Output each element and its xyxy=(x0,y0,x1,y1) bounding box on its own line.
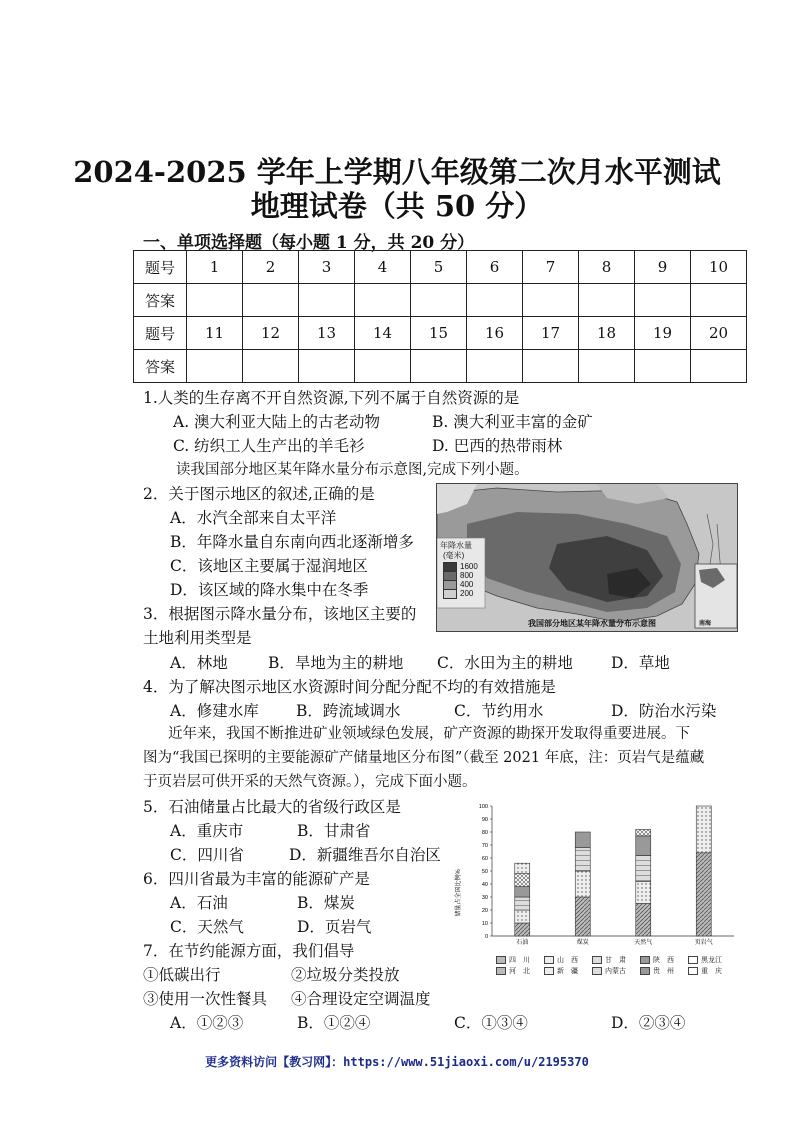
answer-cell[interactable] xyxy=(243,284,299,317)
q2-option-a[interactable]: A．水汽全部来自太平洋 xyxy=(170,509,337,527)
q7-item-2: ②垃圾分类投放 xyxy=(291,966,400,984)
section-heading: 一、单项选择题（每小题 1 分，共 20 分） xyxy=(143,233,475,253)
table-row xyxy=(134,317,747,350)
q4-option-b[interactable]: B．跨流域调水 xyxy=(296,702,401,720)
answer-cell[interactable] xyxy=(635,284,691,317)
bar-segment xyxy=(636,855,651,881)
table-header-cell: 题号 xyxy=(134,317,187,350)
q2-option-c[interactable]: C．该地区主要属于湿润地区 xyxy=(170,557,368,575)
question-number-cell: 20 xyxy=(691,317,747,350)
q3-option-d[interactable]: D．草地 xyxy=(611,654,670,672)
chart-legend-item xyxy=(688,965,736,976)
legend-swatch xyxy=(496,956,506,964)
legend-label: 新 疆 xyxy=(557,967,578,975)
bar-segment xyxy=(515,874,530,887)
map-intro: 读我国部分地区某年降水量分布示意图,完成下列小题。 xyxy=(176,462,529,478)
question-number-cell: 12 xyxy=(243,317,299,350)
q3-option-b[interactable]: B．旱地为主的耕地 xyxy=(268,654,404,672)
legend-title: 年降水量 xyxy=(440,541,472,550)
q6-option-c[interactable]: C．天然气 xyxy=(170,918,244,936)
question-number-cell: 8 xyxy=(579,251,635,284)
legend-label: 河 北 xyxy=(509,967,530,975)
legend-swatch xyxy=(592,956,602,964)
legend-label: 四 川 xyxy=(509,956,530,964)
legend-label: 重 庆 xyxy=(701,967,722,975)
legend-label: 200 xyxy=(460,589,474,598)
bar-segment xyxy=(575,897,590,936)
q1-option-a[interactable]: A. 澳大利亚大陆上的古老动物 xyxy=(173,413,381,431)
answer-cell[interactable] xyxy=(187,284,243,317)
precipitation-map xyxy=(436,483,738,632)
table-header-cell: 答案 xyxy=(134,350,187,383)
y-tick-label: 90 xyxy=(481,817,488,823)
answer-cell[interactable] xyxy=(523,350,579,383)
question-number-cell: 15 xyxy=(411,317,467,350)
legend-label: 黑龙江 xyxy=(701,956,722,964)
q5-option-c[interactable]: C．四川省 xyxy=(170,846,244,864)
q4-option-a[interactable]: A．修建水库 xyxy=(170,702,259,720)
answer-cell[interactable] xyxy=(467,284,523,317)
bar-segment xyxy=(636,836,651,856)
x-tick-label: 页岩气 xyxy=(694,940,713,946)
answer-cell[interactable] xyxy=(579,350,635,383)
energy-intro-line2: 图为“我国已探明的主要能源矿产储量地区分布图”（截至 2021 年底，注：页岩气是蕴藏 xyxy=(143,750,705,766)
q2-option-d[interactable]: D．该区域的降水集中在冬季 xyxy=(170,581,369,599)
x-tick-label: 石油 xyxy=(516,940,529,946)
bar-segment xyxy=(515,923,530,936)
chart-legend-item xyxy=(640,965,688,976)
bar-segment xyxy=(515,887,530,897)
q7-item-3: ③使用一次性餐具 xyxy=(143,990,268,1008)
exam-title-line1: 2024-2025 学年上学期八年级第二次月水平测试 xyxy=(73,155,721,189)
question-number-cell: 19 xyxy=(635,317,691,350)
legend-label: 贵 州 xyxy=(653,967,674,975)
q1-option-d[interactable]: D. 巴西的热带雨林 xyxy=(432,437,563,455)
legend-swatch xyxy=(688,956,698,964)
legend-label: 400 xyxy=(460,580,474,589)
question-number-cell: 6 xyxy=(467,251,523,284)
legend-label: 1600 xyxy=(460,562,478,571)
y-tick-label: 0 xyxy=(484,934,488,940)
q4-stem: 4．为了解决图示地区水资源时间分配分配不均的有效措施是 xyxy=(143,678,556,696)
chart-legend-item xyxy=(640,954,688,965)
answer-cell[interactable] xyxy=(243,350,299,383)
legend-swatch xyxy=(544,967,554,975)
question-number-cell: 4 xyxy=(355,251,411,284)
y-tick-label: 20 xyxy=(481,908,488,914)
q7-option-d[interactable]: D．②③④ xyxy=(611,1014,686,1032)
answer-cell[interactable] xyxy=(355,350,411,383)
q2-option-b[interactable]: B．年降水量自东南向西北逐渐增多 xyxy=(170,533,414,551)
table-header-cell: 题号 xyxy=(134,251,187,284)
question-number-cell: 9 xyxy=(635,251,691,284)
answer-cell[interactable] xyxy=(299,284,355,317)
question-number-cell: 14 xyxy=(355,317,411,350)
answer-cell[interactable] xyxy=(187,350,243,383)
chart-legend-item xyxy=(592,954,640,965)
legend-label: 山 西 xyxy=(557,956,578,964)
bar-segment xyxy=(636,881,651,903)
chart-legend-item xyxy=(496,954,544,965)
q7-item-1: ①低碳出行 xyxy=(143,966,221,984)
x-tick-label: 天然气 xyxy=(634,940,653,946)
question-number-cell: 13 xyxy=(299,317,355,350)
chart-legend-item xyxy=(544,965,592,976)
question-number-cell: 11 xyxy=(187,317,243,350)
bar-segment xyxy=(696,853,711,936)
q5-stem: 5．石油储量占比最大的省级行政区是 xyxy=(143,798,401,816)
bar-segment xyxy=(515,897,530,910)
answer-cell[interactable] xyxy=(691,284,747,317)
legend-label: 内蒙古 xyxy=(605,967,626,975)
legend-swatch xyxy=(496,967,506,975)
y-tick-label: 10 xyxy=(481,921,488,927)
answer-cell[interactable] xyxy=(299,350,355,383)
map-graphic xyxy=(437,484,737,631)
q3-option-c[interactable]: C．水田为主的耕地 xyxy=(437,654,573,672)
map-caption: 我国部分地区某年降水量分布示意图 xyxy=(528,619,656,628)
question-number-cell: 1 xyxy=(187,251,243,284)
question-number-cell: 10 xyxy=(691,251,747,284)
answer-cell[interactable] xyxy=(579,284,635,317)
x-tick-label: 煤炭 xyxy=(576,940,589,946)
question-number-cell: 7 xyxy=(523,251,579,284)
legend-swatch xyxy=(592,967,602,975)
answer-cell[interactable] xyxy=(355,284,411,317)
bar-segment xyxy=(515,910,530,923)
q4-option-c[interactable]: C．节约用水 xyxy=(454,702,544,720)
energy-intro-line3: 于页岩层可供开采的天然气资源。），完成下面小题。 xyxy=(143,774,477,790)
bar-segment xyxy=(696,806,711,853)
table-row xyxy=(134,284,747,317)
chart-y-label: 储量占全国比例% xyxy=(456,869,462,917)
map-legend xyxy=(443,562,478,598)
bar-segment xyxy=(515,863,530,873)
bar-segment xyxy=(575,871,590,897)
table-row xyxy=(134,251,747,284)
table-header-cell: 答案 xyxy=(134,284,187,317)
chart-legend xyxy=(496,954,736,976)
bar-segment xyxy=(636,829,651,836)
q1-option-c[interactable]: C. 纺织工人生产出的羊毛衫 xyxy=(173,437,365,455)
q6-option-a[interactable]: A．石油 xyxy=(170,894,228,912)
y-tick-label: 70 xyxy=(481,843,488,849)
q1-option-b[interactable]: B. 澳大利亚丰富的金矿 xyxy=(432,413,593,431)
chart-legend-item xyxy=(544,954,592,965)
q7-item-4: ④合理设定空调温度 xyxy=(291,990,431,1008)
q1-stem: 1.人类的生存离不开自然资源,下列不属于自然资源的是 xyxy=(143,389,520,407)
y-tick-label: 50 xyxy=(481,869,488,875)
chart-legend-item xyxy=(592,965,640,976)
bar-segment xyxy=(575,832,590,848)
question-number-cell: 5 xyxy=(411,251,467,284)
table-row xyxy=(134,350,747,383)
y-tick-label: 60 xyxy=(481,856,488,862)
y-tick-label: 80 xyxy=(481,830,488,836)
q4-option-d[interactable]: D．防治水污染 xyxy=(611,702,717,720)
q3-option-a[interactable]: A．林地 xyxy=(170,654,228,672)
q5-option-d[interactable]: D．新疆维吾尔自治区 xyxy=(289,846,441,864)
q7-option-b[interactable]: B．①②④ xyxy=(297,1014,371,1032)
legend-label: 800 xyxy=(460,571,474,580)
exam-title-line2: 地理试卷（共 50 分） xyxy=(250,189,544,223)
legend-label: 甘 肃 xyxy=(605,956,626,964)
q6-option-d[interactable]: D．页岩气 xyxy=(297,918,372,936)
y-tick-label: 100 xyxy=(478,804,488,810)
chart-legend-item xyxy=(688,954,736,965)
answer-table xyxy=(133,250,747,383)
chart-bars xyxy=(515,806,712,936)
q6-option-b[interactable]: B．煤炭 xyxy=(297,894,355,912)
q6-stem: 6．四川省最为丰富的能源矿产是 xyxy=(143,870,370,888)
q3-stem-line1: 3．根据图示降水量分布，该地区主要的 xyxy=(143,605,417,623)
question-number-cell: 2 xyxy=(243,251,299,284)
energy-reserve-chart xyxy=(452,798,742,980)
answer-cell[interactable] xyxy=(691,350,747,383)
chart-legend-item xyxy=(496,965,544,976)
q5-option-a[interactable]: A．重庆市 xyxy=(170,822,244,840)
answer-cell[interactable] xyxy=(523,284,579,317)
answer-cell[interactable] xyxy=(411,350,467,383)
q7-option-c[interactable]: C．①③④ xyxy=(454,1014,528,1032)
q7-option-a[interactable]: A．①②③ xyxy=(170,1014,244,1032)
legend-unit: (毫米) xyxy=(443,551,465,560)
y-tick-label: 40 xyxy=(481,882,488,888)
question-number-cell: 18 xyxy=(579,317,635,350)
bar-segment xyxy=(636,904,651,937)
inset-label: 南海 xyxy=(699,621,712,627)
question-number-cell: 16 xyxy=(467,317,523,350)
legend-swatch xyxy=(443,589,457,599)
answer-cell[interactable] xyxy=(467,350,523,383)
footer-link[interactable]: 更多资料访问【教习网】：https://www.51jiaoxi.com/u/2195370 xyxy=(205,1055,589,1069)
answer-cell[interactable] xyxy=(635,350,691,383)
question-number-cell: 17 xyxy=(523,317,579,350)
q2-stem: 2．关于图示地区的叙述,正确的是 xyxy=(143,485,375,503)
legend-swatch xyxy=(688,967,698,975)
legend-label: 陕 西 xyxy=(653,956,674,964)
legend-swatch xyxy=(640,956,650,964)
answer-cell[interactable] xyxy=(411,284,467,317)
question-number-cell: 3 xyxy=(299,251,355,284)
q5-option-b[interactable]: B．甘肃省 xyxy=(297,822,371,840)
bar-segment xyxy=(575,848,590,871)
y-tick-label: 30 xyxy=(481,895,488,901)
q7-stem: 7．在节约能源方面，我们倡导 xyxy=(143,942,355,960)
legend-swatch xyxy=(544,956,554,964)
legend-item xyxy=(443,589,478,598)
legend-swatch xyxy=(640,967,650,975)
energy-intro-line1: 近年来，我国不断推进矿业领域绿色发展，矿产资源的勘探开发取得重要进展。下 xyxy=(168,726,690,742)
q3-stem-line2: 土地利用类型是 xyxy=(143,629,252,647)
